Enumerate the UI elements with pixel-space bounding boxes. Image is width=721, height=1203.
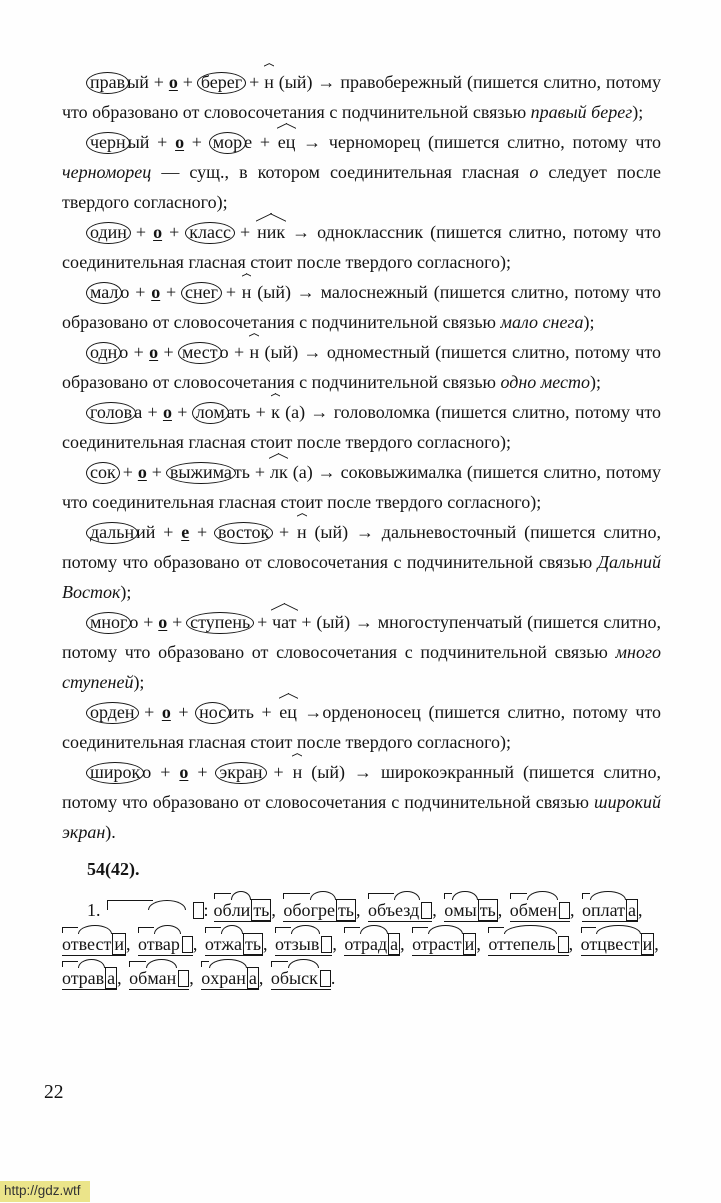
root-oval: снег bbox=[181, 282, 222, 304]
word-formation-line bbox=[62, 517, 661, 607]
prefix-mark: от bbox=[137, 934, 155, 954]
phrase-italic: правый берег bbox=[530, 102, 633, 122]
watermark-url: http://gdz.wtf bbox=[0, 1181, 90, 1202]
word-separator: , bbox=[497, 900, 507, 920]
formula-text: + bbox=[170, 702, 197, 722]
formula-text: →орденоносец (пишется слитно, потому что соединительная гласная стоит после твердого согласного); bbox=[62, 702, 661, 752]
formula-text: ить + bbox=[228, 702, 280, 722]
suffix-with-caret: н bbox=[250, 337, 260, 367]
word-separator: , bbox=[356, 900, 366, 920]
word-separator: , bbox=[332, 934, 342, 954]
formula-text: ); bbox=[632, 102, 644, 122]
ending-box: а bbox=[248, 968, 257, 988]
formula-text: + bbox=[146, 462, 167, 482]
word-formation-line bbox=[62, 607, 661, 697]
root-arc: плат bbox=[590, 900, 625, 920]
prefix-symbol-icon bbox=[107, 900, 153, 910]
root-oval: голов bbox=[86, 402, 136, 424]
word-separator: , bbox=[569, 900, 579, 920]
linking-vowel: о bbox=[158, 612, 168, 632]
formula-text: (а) → головоломка (пишется слитно, потому что соединительная гласная стоит после твердого согласного); bbox=[62, 402, 662, 452]
linking-vowel: е bbox=[181, 522, 190, 542]
phrase-italic: широкий экран bbox=[62, 792, 661, 842]
zero-ending-box bbox=[321, 936, 332, 953]
linking-vowel: о bbox=[175, 132, 185, 152]
root-oval: берег bbox=[197, 72, 246, 94]
root-oval: мор bbox=[209, 132, 246, 154]
word-formation-line bbox=[62, 127, 661, 217]
formula-text: следует после твердого согласного); bbox=[62, 162, 661, 212]
word-separator: , bbox=[263, 934, 273, 954]
prefix-mark: от bbox=[488, 934, 505, 954]
phrase-italic: черноморец bbox=[62, 162, 152, 182]
formula-text: + bbox=[252, 612, 273, 632]
ending-box: ть bbox=[337, 900, 355, 920]
root-oval: класс bbox=[185, 222, 235, 244]
root-oval: восток bbox=[214, 522, 273, 544]
formula-text: (ый) → дальневосточный (пишется слитно, потому что образовано от словосочетания с подчинительной связью bbox=[62, 522, 662, 572]
linking-vowel: о bbox=[179, 762, 189, 782]
word-item bbox=[368, 899, 432, 922]
formula-text: (ый) → широкоэкранный (пишется слитно, потому что образовано от словосочетания с подчинительной связью bbox=[62, 762, 661, 812]
root-oval: мног bbox=[86, 612, 131, 634]
formula-text: + bbox=[158, 342, 179, 362]
phrase-italic: много ступеней bbox=[62, 642, 661, 692]
word-formation-line bbox=[62, 757, 661, 847]
root-arc: вар bbox=[154, 934, 180, 954]
word-item bbox=[214, 899, 272, 922]
root-oval: нос bbox=[195, 702, 230, 724]
linking-vowel: о bbox=[168, 72, 178, 92]
prefix-mark: о bbox=[444, 900, 454, 920]
word-separator: , bbox=[476, 934, 486, 954]
prefix-mark: от bbox=[412, 934, 429, 954]
word-item bbox=[205, 933, 263, 956]
prefix-mark: об bbox=[129, 968, 148, 988]
word-formation-line bbox=[62, 457, 661, 517]
root-oval: мал bbox=[86, 282, 122, 304]
root-arc: раст bbox=[428, 934, 462, 954]
word-item bbox=[283, 899, 356, 922]
root-arc: мен bbox=[527, 900, 557, 920]
prefix-mark: от bbox=[204, 934, 222, 954]
word-item bbox=[275, 933, 332, 956]
word-separator: , bbox=[568, 934, 578, 954]
prefix-mark: от bbox=[62, 934, 79, 954]
formula-text: + bbox=[232, 222, 258, 242]
root-oval: одн bbox=[86, 342, 121, 364]
word-item bbox=[138, 933, 193, 956]
ending-box: а bbox=[390, 934, 399, 954]
formula-text: + bbox=[167, 612, 188, 632]
exercise-number-heading: 54(42). bbox=[87, 859, 140, 879]
phrase-italic: мало снега bbox=[500, 312, 584, 332]
formula-text: ый + bbox=[127, 132, 176, 152]
page-content bbox=[62, 67, 661, 995]
scheme-colon: : bbox=[203, 900, 209, 920]
zero-ending-box bbox=[559, 902, 570, 919]
formula-text: о + bbox=[142, 762, 180, 782]
word-item bbox=[62, 933, 126, 956]
linking-vowel: о bbox=[149, 342, 159, 362]
ending-box: ть bbox=[244, 934, 262, 954]
zero-ending-box bbox=[320, 970, 331, 987]
word-separator: , bbox=[654, 934, 659, 954]
root-arc: жа bbox=[221, 934, 242, 954]
root-arc: ыск bbox=[289, 968, 318, 988]
formula-text: + bbox=[171, 402, 193, 422]
word-item bbox=[510, 899, 570, 922]
linking-vowel: о bbox=[161, 702, 171, 722]
prefix-mark: обо bbox=[283, 900, 311, 920]
zero-ending-box bbox=[558, 936, 569, 953]
word-separator: , bbox=[271, 900, 281, 920]
root-oval: лом bbox=[192, 402, 229, 424]
root-oval: один bbox=[86, 222, 131, 244]
word-item bbox=[344, 933, 400, 956]
prefix-mark: от bbox=[344, 934, 362, 954]
root-arc: вест bbox=[78, 934, 112, 954]
word-item bbox=[412, 933, 476, 956]
root-arc: ман bbox=[147, 968, 177, 988]
prefix-mark: объ bbox=[368, 900, 396, 920]
ending-box: и bbox=[114, 934, 124, 954]
formula-text: + bbox=[220, 282, 242, 302]
zero-ending-box bbox=[178, 970, 189, 987]
word-separator: , bbox=[125, 934, 135, 954]
word-separator: , bbox=[117, 968, 127, 988]
word-item bbox=[582, 899, 638, 922]
formula-text: + bbox=[136, 702, 162, 722]
word-item bbox=[444, 899, 498, 922]
word-item bbox=[271, 967, 331, 990]
formula-text: ); bbox=[590, 372, 601, 392]
word-item bbox=[581, 933, 655, 956]
formula-text: → черноморец (пишется слитно, потому что bbox=[295, 132, 662, 152]
linking-vowel: о bbox=[153, 222, 163, 242]
phrase-italic: о bbox=[529, 162, 539, 182]
suffix-with-caret: н bbox=[264, 67, 274, 97]
root-arc: езд bbox=[395, 900, 420, 920]
zero-ending-box-icon bbox=[193, 902, 204, 919]
suffix-with-caret: ец bbox=[279, 697, 297, 727]
formula-text: (ый) → правобережный (пишется слитно, потому что образовано от словосочетания с подчинительной связью bbox=[62, 72, 661, 122]
morpheme-scheme bbox=[107, 893, 209, 927]
ending-box: а bbox=[107, 968, 116, 988]
suffix-with-caret: н bbox=[242, 277, 252, 307]
formula-text: а + bbox=[134, 402, 163, 422]
root-oval: выжима bbox=[166, 462, 236, 484]
root-oval: мест bbox=[178, 342, 222, 364]
zero-ending-box bbox=[421, 902, 432, 919]
root-oval: ступень bbox=[186, 612, 254, 634]
formula-text: + (ый) → многоступенчатый (пишется слитно, потому что образовано от словосочетания с подчинительной связью bbox=[62, 612, 662, 662]
item-number: 1. bbox=[87, 900, 101, 920]
page-number: 22 bbox=[44, 1082, 64, 1103]
suffix-with-caret: н bbox=[293, 757, 303, 787]
root-arc: рав bbox=[78, 968, 105, 988]
formula-text: ть + bbox=[233, 462, 271, 482]
word-formation-line bbox=[62, 697, 661, 757]
linking-vowel: о bbox=[162, 402, 172, 422]
formula-text: + bbox=[264, 762, 293, 782]
word-separator: , bbox=[189, 968, 199, 988]
formula-text: — сущ., в котором соединительная гласная bbox=[151, 162, 530, 182]
ending-box: ть bbox=[253, 900, 270, 920]
formula-text: (ый) → малоснежный (пишется слитно, потому что образовано от словосочетания с подчинительной связью bbox=[62, 282, 661, 332]
prefix-mark: от bbox=[580, 934, 598, 954]
zero-ending-box bbox=[182, 936, 193, 953]
word-separator: . bbox=[330, 968, 336, 988]
formula-text: + bbox=[184, 132, 210, 152]
prefix-mark: об bbox=[509, 900, 528, 920]
word-formation-line bbox=[62, 217, 661, 277]
word-separator: , bbox=[192, 934, 202, 954]
exercise-54 bbox=[62, 854, 661, 995]
word-formation-list bbox=[62, 67, 661, 847]
formula-text: ый + bbox=[127, 72, 169, 92]
root-arc: мы bbox=[453, 900, 477, 920]
word-item bbox=[129, 967, 189, 990]
word-separator: , bbox=[637, 900, 643, 920]
formula-text: е + bbox=[244, 132, 278, 152]
root-oval: экран bbox=[215, 762, 266, 784]
suffix-with-caret: чат bbox=[272, 607, 296, 637]
ending-box: ть bbox=[479, 900, 496, 920]
root-arc-icon bbox=[148, 900, 186, 910]
root-oval: широк bbox=[86, 762, 144, 784]
formula-text: + bbox=[244, 72, 265, 92]
word-separator: , bbox=[400, 934, 410, 954]
root-oval: сок bbox=[86, 462, 120, 484]
formula-text: о + bbox=[119, 342, 150, 362]
word-item bbox=[201, 967, 259, 990]
suffix-with-caret: к bbox=[271, 397, 280, 427]
formula-text: (а) → соковыжималка (пишется слитно, потому что соединительная гласная стоит после твердого согласного); bbox=[62, 462, 662, 512]
formula-text: ). bbox=[105, 822, 116, 842]
root-oval: черн bbox=[86, 132, 130, 154]
root-arc: тепель bbox=[504, 934, 556, 954]
word-separator: , bbox=[258, 968, 268, 988]
formula-text: + bbox=[162, 222, 187, 242]
word-formation-line bbox=[62, 397, 661, 457]
morpheme-word-list bbox=[62, 886, 661, 995]
prefix-mark: об bbox=[270, 968, 289, 988]
word-formation-line bbox=[62, 337, 661, 397]
root-arc: рад bbox=[361, 934, 388, 954]
formula-text: + bbox=[188, 762, 217, 782]
formula-text: ); bbox=[133, 672, 145, 692]
suffix-with-caret: н bbox=[297, 517, 307, 547]
ending-box: и bbox=[642, 934, 653, 954]
formula-text: + bbox=[160, 282, 182, 302]
prefix-mark: о bbox=[201, 968, 211, 988]
root-arc: зыв bbox=[291, 934, 320, 954]
linking-vowel: о bbox=[137, 462, 147, 482]
suffix-with-caret: лк bbox=[270, 457, 288, 487]
root-arc: ли bbox=[231, 900, 251, 920]
word-separator: , bbox=[432, 900, 442, 920]
root-arc: гре bbox=[310, 900, 335, 920]
phrase-italic: одно место bbox=[500, 372, 590, 392]
suffix-with-caret: ник bbox=[257, 217, 285, 247]
formula-text: → одноклассник (пишется слитно, потому что соединительная гласная стоит после твердого согласного); bbox=[62, 222, 661, 272]
word-item bbox=[62, 967, 117, 990]
root-oval: орден bbox=[86, 702, 139, 724]
formula-text: ); bbox=[583, 312, 595, 332]
phrase-italic: Дальний Восток bbox=[62, 552, 661, 602]
formula-text: + bbox=[117, 462, 138, 482]
formula-text: ); bbox=[120, 582, 132, 602]
formula-text: (ый) → одноместный (пишется слитно, потому что образовано от словосочетания с подчинительной связью bbox=[62, 342, 662, 392]
prefix-mark: от bbox=[275, 934, 292, 954]
suffix-with-caret: ец bbox=[278, 127, 296, 157]
formula-text: ать + bbox=[226, 402, 272, 422]
word-item bbox=[488, 933, 568, 956]
formula-text: + bbox=[189, 522, 215, 542]
formula-text: о + bbox=[120, 282, 152, 302]
prefix-mark: об bbox=[213, 900, 232, 920]
formula-text: о + bbox=[129, 612, 159, 632]
root-oval: дальн bbox=[86, 522, 138, 544]
formula-text: + bbox=[128, 222, 154, 242]
ending-box: а bbox=[627, 900, 636, 920]
prefix-mark: от bbox=[62, 968, 79, 988]
formula-text: + bbox=[177, 72, 198, 92]
word-formation-line bbox=[62, 67, 661, 127]
linking-vowel: о bbox=[151, 282, 161, 302]
root-oval: прав bbox=[86, 72, 129, 94]
root-arc: хран bbox=[210, 968, 246, 988]
formula-text: ий + bbox=[136, 522, 182, 542]
word-formation-line bbox=[62, 277, 661, 337]
root-arc: цвест bbox=[597, 934, 640, 954]
formula-text: + bbox=[271, 522, 297, 542]
ending-box: и bbox=[464, 934, 475, 954]
formula-text: о + bbox=[219, 342, 250, 362]
prefix-mark: о bbox=[581, 900, 591, 920]
